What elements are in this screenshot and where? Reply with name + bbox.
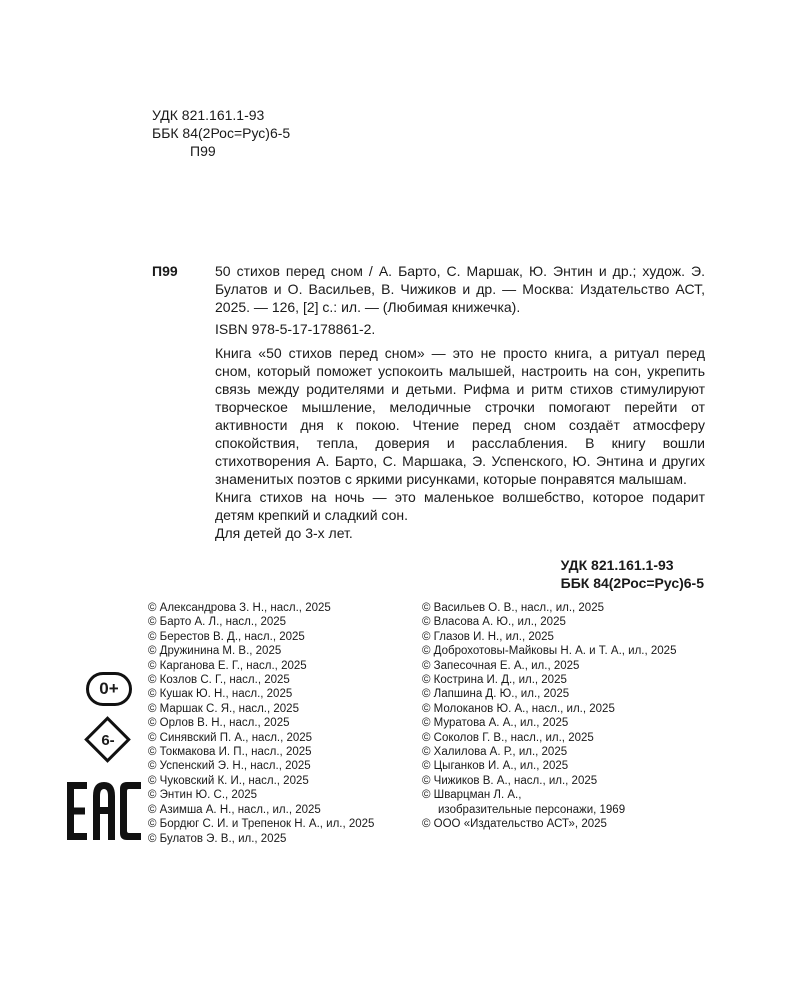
copyright-line: © Орлов В. Н., насл., 2025: [148, 717, 290, 730]
copyright-right-column: [422, 601, 722, 832]
footer-classification: [561, 556, 704, 592]
copyright-line: © Васильев О. В., насл., ил., 2025: [422, 602, 604, 614]
copyright-line: © Соколов Г. В., насл., ил., 2025: [422, 731, 594, 744]
entry-label: П99: [152, 263, 178, 279]
copyright-line: © Муратова А. А., ил., 2025: [422, 717, 569, 730]
copyright-line: © Власова А. Ю., ил., 2025: [422, 616, 566, 629]
copyright-line: © Успенский Э. Н., насл., 2025: [148, 760, 311, 773]
age-rating-6-badge: [86, 718, 130, 762]
copyright-line: © Молоканов Ю. А., насл., ил., 2025: [422, 702, 615, 715]
copyright-line: © Александрова З. Н., насл., 2025: [148, 602, 331, 614]
copyright-line: © Барто А. Л., насл., 2025: [148, 616, 287, 629]
author-code: П99: [190, 143, 216, 159]
copyright-line: © Козлов С. Г., насл., 2025: [148, 674, 290, 687]
copyright-line: © Запесочная Е. А., ил., 2025: [422, 659, 580, 672]
copyright-line: © Берестов В. Д., насл., 2025: [148, 630, 305, 643]
footer-udk: УДК 821.161.1-93: [560, 557, 674, 573]
udk-code: УДК 821.161.1-93: [152, 107, 265, 123]
footer-bbk: ББК 84(2Рос=Рус)6-5: [560, 575, 704, 591]
copyright-line: © Цыганков И. А., ил., 2025: [422, 760, 569, 773]
copyright-line: © Доброхотовы-Майковы Н. А. и Т. А., ил., 2025: [422, 645, 677, 658]
age-note: Для детей до 3-х лет.: [215, 525, 353, 541]
copyright-line: © Маршак С. Я., насл., 2025: [148, 702, 299, 715]
copyright-line: © Глазов И. Н., ил., 2025: [422, 630, 554, 643]
copyright-line: © Шварцман Л. А.,: [422, 789, 522, 802]
copyright-line: © Лапшина Д. Ю., ил., 2025: [422, 688, 570, 701]
isbn: ISBN 978-5-17-178861-2.: [215, 321, 376, 337]
copyright-line: © Кострина И. Д., ил., 2025: [422, 674, 567, 687]
copyright-line: © Энтин Ю. С., 2025: [148, 789, 258, 802]
copyright-line: © Азимша А. Н., насл., ил., 2025: [148, 803, 321, 816]
copyright-line: © Бордюг С. И. и Трепенок Н. А., ил., 2025: [148, 818, 375, 831]
copyright-line: изобразительные персонажи, 1969: [438, 803, 626, 816]
top-classification: [152, 106, 290, 160]
age-rating-0-badge: 0+: [86, 672, 132, 706]
copyright-line: © Кушак Ю. Н., насл., 2025: [148, 688, 293, 701]
copyright-line: © ООО «Издательство АСТ», 2025: [422, 818, 607, 831]
bbk-code: ББК 84(2Рос=Рус)6-5: [152, 125, 291, 141]
eac-mark-icon: [67, 782, 141, 840]
copyright-line: © Булатов Э. В., ил., 2025: [148, 832, 287, 845]
age-rating-6-text: 6-: [101, 731, 115, 749]
annotation-paragraph-2: Книга стихов на ночь — это маленькое волшебство, которое подарит детям крепкий и сладкий сон.: [215, 489, 705, 523]
copyright-line: © Халилова А. Р., ил., 2025: [422, 746, 568, 759]
copyright-line: © Синявский П. А., насл., 2025: [148, 731, 313, 744]
copyright-line: © Чижиков В. А., насл., ил., 2025: [422, 774, 598, 787]
annotation-paragraph-1: Книга «50 стихов перед сном» — это не просто книга, а ритуал перед сном, который поможет успокоить малышей, настроить на сон, укрепить связь между родителями и детьми. Рифма и ритм стихов стимулируют творческое мышление, мелодичные строчки помогают перейти от активности дня к покою. Чтение перед сном создаёт атмосферу спокойствия, тепла, доверия и расслабления. В книгу вошли стихотворения А. Барто, С. Маршака, Э. Успенского, Ю. Энтина и других знаменитых поэтов с яркими рисунками, которые понравятся малышам.: [215, 345, 705, 487]
copyright-line: © Дружинина М. В., 2025: [148, 645, 282, 658]
copyright-left-column: [148, 601, 408, 846]
copyright-line: © Токмакова И. П., насл., 2025: [148, 746, 312, 759]
catalog-entry: [215, 262, 705, 542]
bibliographic-record: 50 стихов перед сном / А. Барто, С. Маршак, Ю. Энтин и др.; худож. Э. Булатов и О. Васильев, В. Чижиков и др. — Москва: Издательство АСТ, 2025. — 126, [2] с.: ил. — (Любимая книжечка).: [215, 263, 705, 315]
copyright-line: © Карганова Е. Г., насл., 2025: [148, 659, 307, 672]
copyright-line: © Чуковский К. И., насл., 2025: [148, 774, 309, 787]
